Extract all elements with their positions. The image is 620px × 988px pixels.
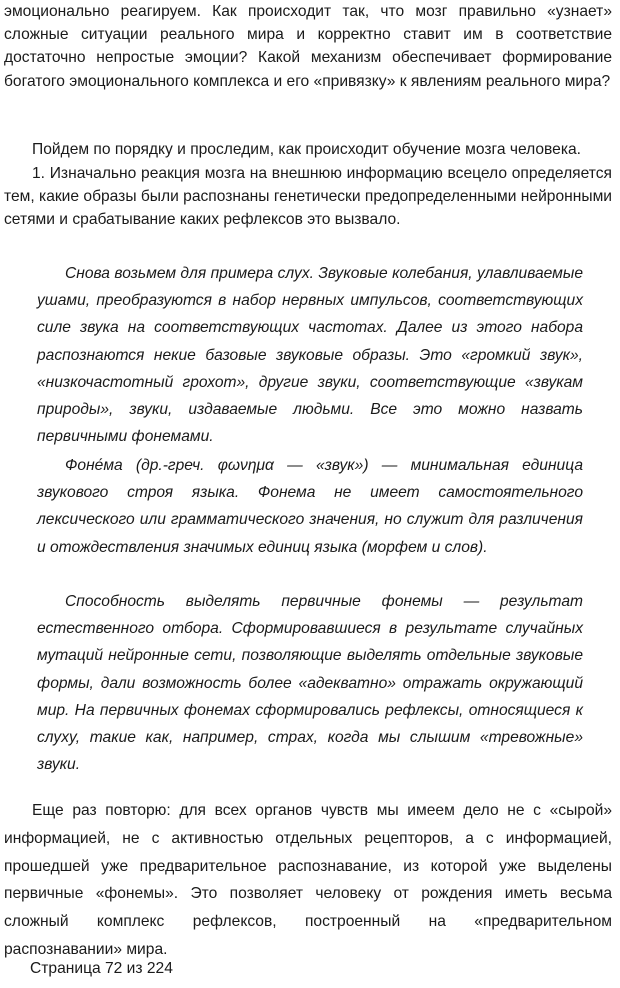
paragraph-step-intro: Пойдем по порядку и проследим, как происходит обучение мозга человека.	[32, 141, 582, 158]
paragraph-intro: эмоционально реагируем. Как происходит так, что мозг правильно «узнает» сложные ситуации реального мира и корректно ставит им в соответствие достаточно непростые эмоции? Какой механизм обеспечивает формирование богатого эмоционального комплекса и его «привязку» к явлениям реального мира?	[4, 3, 612, 90]
quote-phoneme-definition: Фоне́ма (др.-греч. φωνημα — «звук») — минимальная единица звукового строя языка. Фонема не имеет самостоятельного лексического или грамматического значения, но служит для различения и отождествления значимых единиц языка (морфем и слов).	[37, 457, 583, 556]
paragraph-point-1: 1. Изначально реакция мозга на внешнюю информацию всецело определяется тем, какие образы были распознаны генетически предопределенными нейронными сетями и срабатывание каких рефлексов это вызвало.	[4, 165, 612, 229]
paragraph-conclusion: Еще раз повторю: для всех органов чувств мы имеем дело не с «сырой» информацией, не с активностью отдельных рецепторов, а с информацией, прошедшей уже предварительное распознавание, из которой уже выделены первичные «фонемы». Это позволяет человеку от рождения иметь весьма сложный комплекс рефлексов, построенный на «предварительном распознавании» мира.	[4, 802, 612, 958]
quote-natural-selection: Способность выделять первичные фонемы — результат естественного отбора. Сформировавшиеся в результате случайных мутаций нейронные сети, позволяющие выделять отдельные звуковые формы, дали возможность более «адекватно» отражать окружающий мир. На первичных фонемах сформировались рефлексы, относящиеся к слуху, такие как, например, страх, когда мы слышим «тревожные» звуки.	[37, 593, 583, 774]
page-number: Страница 72 из 224	[30, 960, 173, 977]
quote-hearing: Снова возьмем для примера слух. Звуковые колебания, улавливаемые ушами, преобразуются в набор нервных импульсов, соответствующих силе звука на соответствующих частотах. Далее из этого набора распознаются некие базовые звуковые образы. Это «громкий звук», «низкочастотный грохот», другие звуки, соответствующие «звукам природы», звуки, издаваемые людьми. Все это можно назвать первичными фонемами.	[37, 265, 583, 446]
